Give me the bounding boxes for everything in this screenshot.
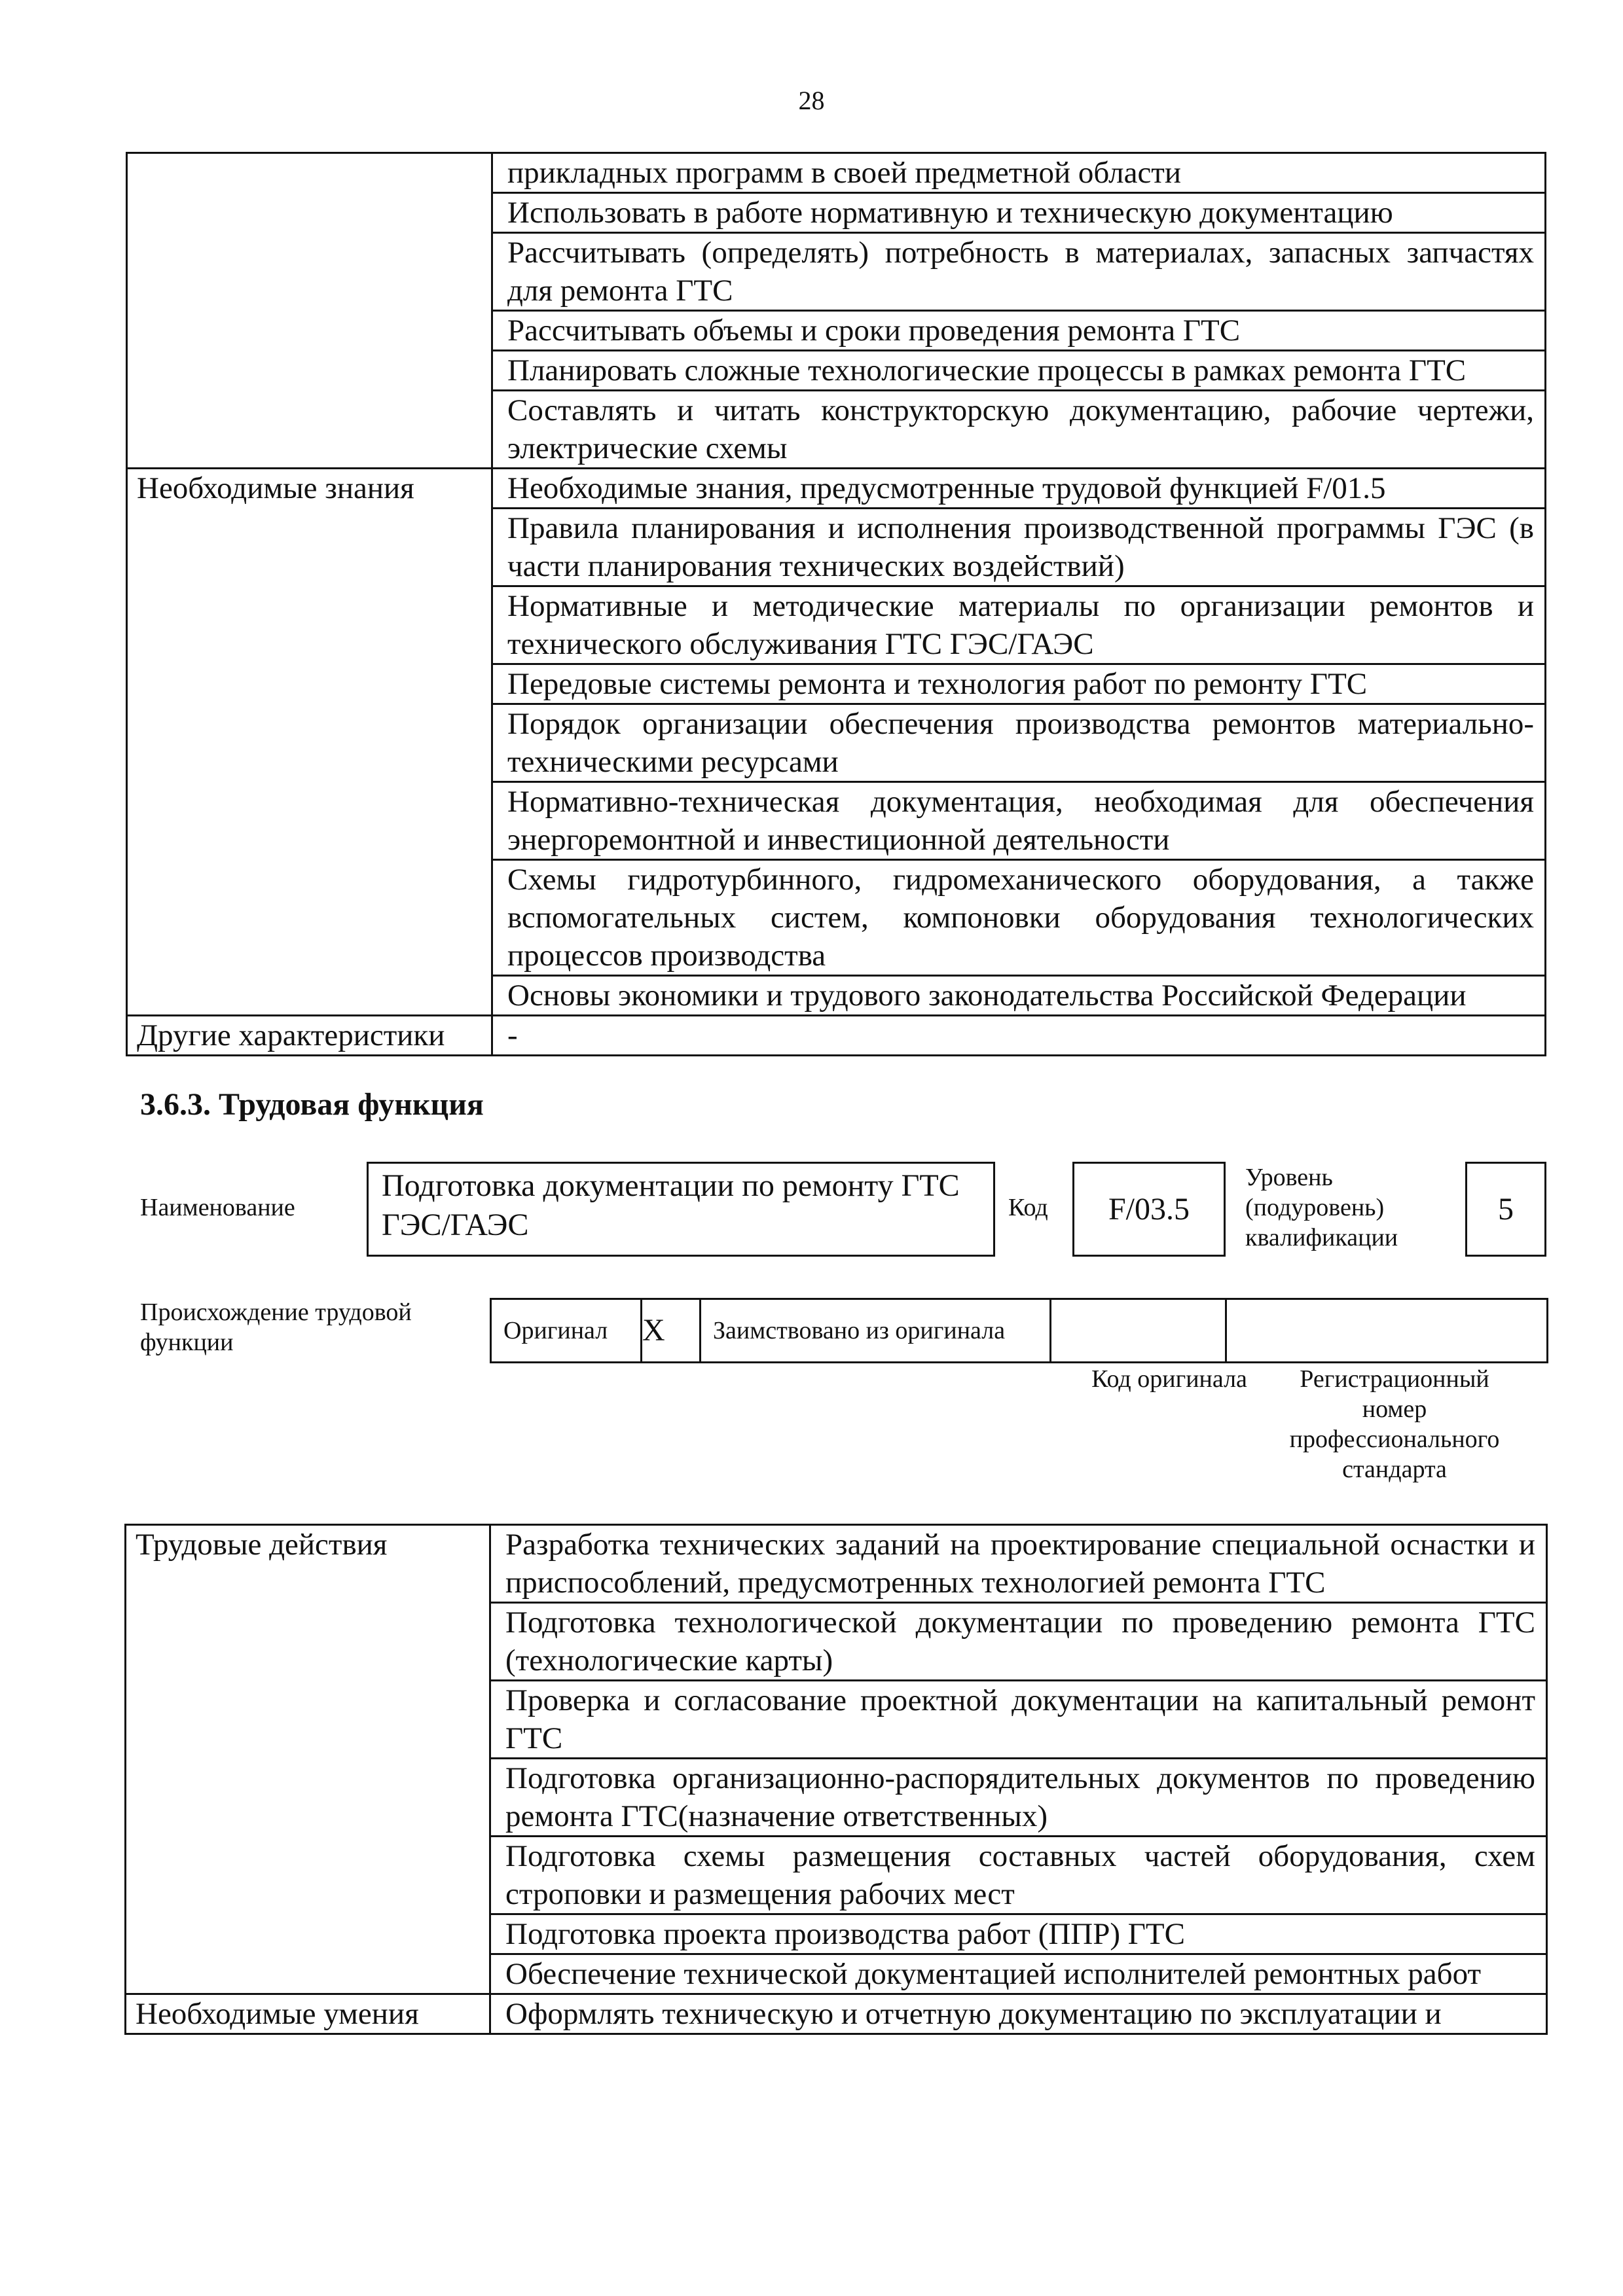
table-row: [126, 1525, 1547, 1603]
code-box: [1072, 1162, 1226, 1257]
level-label: Уровень (подуровень) квалификации: [1245, 1164, 1398, 1251]
original-code-cell: [1051, 1299, 1226, 1363]
table-cell: Разработка технических заданий на проектирование специальной оснастки и приспособлений, предусмотренных технологией ремонта ГТС: [490, 1525, 1547, 1603]
table-cell: Планировать сложные технологические процессы в рамках ремонта ГТС: [492, 351, 1546, 391]
row-label: Необходимые умения: [126, 1994, 490, 2034]
table-cell: Необходимые знания, предусмотренные трудовой функцией F/01.5: [492, 469, 1546, 509]
table-cell: прикладных программ в своей предметной области: [492, 153, 1546, 193]
table-cell: Рассчитывать объемы и сроки проведения ремонта ГТС: [492, 311, 1546, 351]
table-row: [491, 1299, 1548, 1363]
table-cell: Подготовка технологической документации по проведению ремонта ГТС (технологические карты): [490, 1603, 1547, 1681]
table-cell: Правила планирования и исполнения производственной программы ГЭС (в части планирования технических воздействий): [492, 509, 1546, 586]
section-title: 3.6.3. Трудовая функция: [140, 1087, 484, 1122]
level-box: [1465, 1162, 1546, 1257]
table-row: [127, 1016, 1546, 1056]
table-cell: -: [492, 1016, 1546, 1056]
origin-table: [490, 1298, 1548, 1363]
table-cell: Нормативно-техническая документация, необходимая для обеспечения энергоремонтной и инвестиционной деятельности: [492, 782, 1546, 860]
function-name: Подготовка документации по ремонту ГТС ГЭС/ГАЭС: [382, 1168, 960, 1242]
row-label: Трудовые действия: [126, 1525, 490, 1994]
table-cell: Проверка и согласование проектной документации на капитальный ремонт ГТС: [490, 1681, 1547, 1759]
registration-number-cell: [1226, 1299, 1548, 1363]
table-row: [127, 153, 1546, 193]
table-cell: Нормативные и методические материалы по организации ремонтов и технического обслуживания ГТС ГЭС/ГАЭС: [492, 586, 1546, 664]
table-cell: Схемы гидротурбинного, гидромеханического оборудования, а также вспомогательных систем, компоновки оборудования технологических процессов производства: [492, 860, 1546, 976]
table-row: [127, 469, 1546, 509]
labor-actions-table: [124, 1524, 1548, 2035]
table-cell: Подготовка проекта производства работ (ППР) ГТС: [490, 1914, 1547, 1954]
table-cell: Основы экономики и трудового законодательства Российской Федерации: [492, 976, 1546, 1016]
origin-label: Происхождение трудовой функции: [140, 1299, 412, 1356]
table-cell: Использовать в работе нормативную и техническую документацию: [492, 193, 1546, 233]
page-number: 28: [798, 86, 825, 115]
registration-caption: Регистрационный номер профессионального стандарта: [1289, 1365, 1500, 1483]
code-label: Код: [1008, 1194, 1048, 1221]
function-code: F/03.5: [1108, 1192, 1190, 1227]
original-mark: X: [642, 1299, 701, 1363]
name-box: [367, 1162, 995, 1257]
table-cell: Рассчитывать (определять) потребность в материалах, запасных запчастях для ремонта ГТС: [492, 233, 1546, 311]
row-label: [127, 153, 492, 469]
code-caption: Код оригинала: [1091, 1365, 1247, 1393]
table-cell: Составлять и читать конструкторскую документацию, рабочие чертежи, электрические схемы: [492, 391, 1546, 469]
table-cell: Передовые системы ремонта и технология работ по ремонту ГТС: [492, 664, 1546, 704]
name-label: Наименование: [140, 1194, 295, 1221]
level-value: 5: [1498, 1192, 1514, 1227]
table-cell: Подготовка схемы размещения составных частей оборудования, схем строповки и размещения рабочих мест: [490, 1837, 1547, 1914]
table-cell: Подготовка организационно-распорядительных документов по проведению ремонта ГТС(назначение ответственных): [490, 1759, 1547, 1837]
skills-knowledge-table: [126, 152, 1546, 1056]
borrowed-label: Заимствовано из оригинала: [701, 1299, 1051, 1363]
table-cell: Обеспечение технической документацией исполнителей ремонтных работ: [490, 1954, 1547, 1994]
table-cell: Оформлять техническую и отчетную документацию по эксплуатации и: [490, 1994, 1547, 2034]
table-row: [126, 1994, 1547, 2034]
table-cell: Порядок организации обеспечения производства ремонтов материально-техническими ресурсами: [492, 704, 1546, 782]
row-label: Другие характеристики: [127, 1016, 492, 1056]
row-label: Необходимые знания: [127, 469, 492, 1016]
original-label: Оригинал: [491, 1299, 642, 1363]
